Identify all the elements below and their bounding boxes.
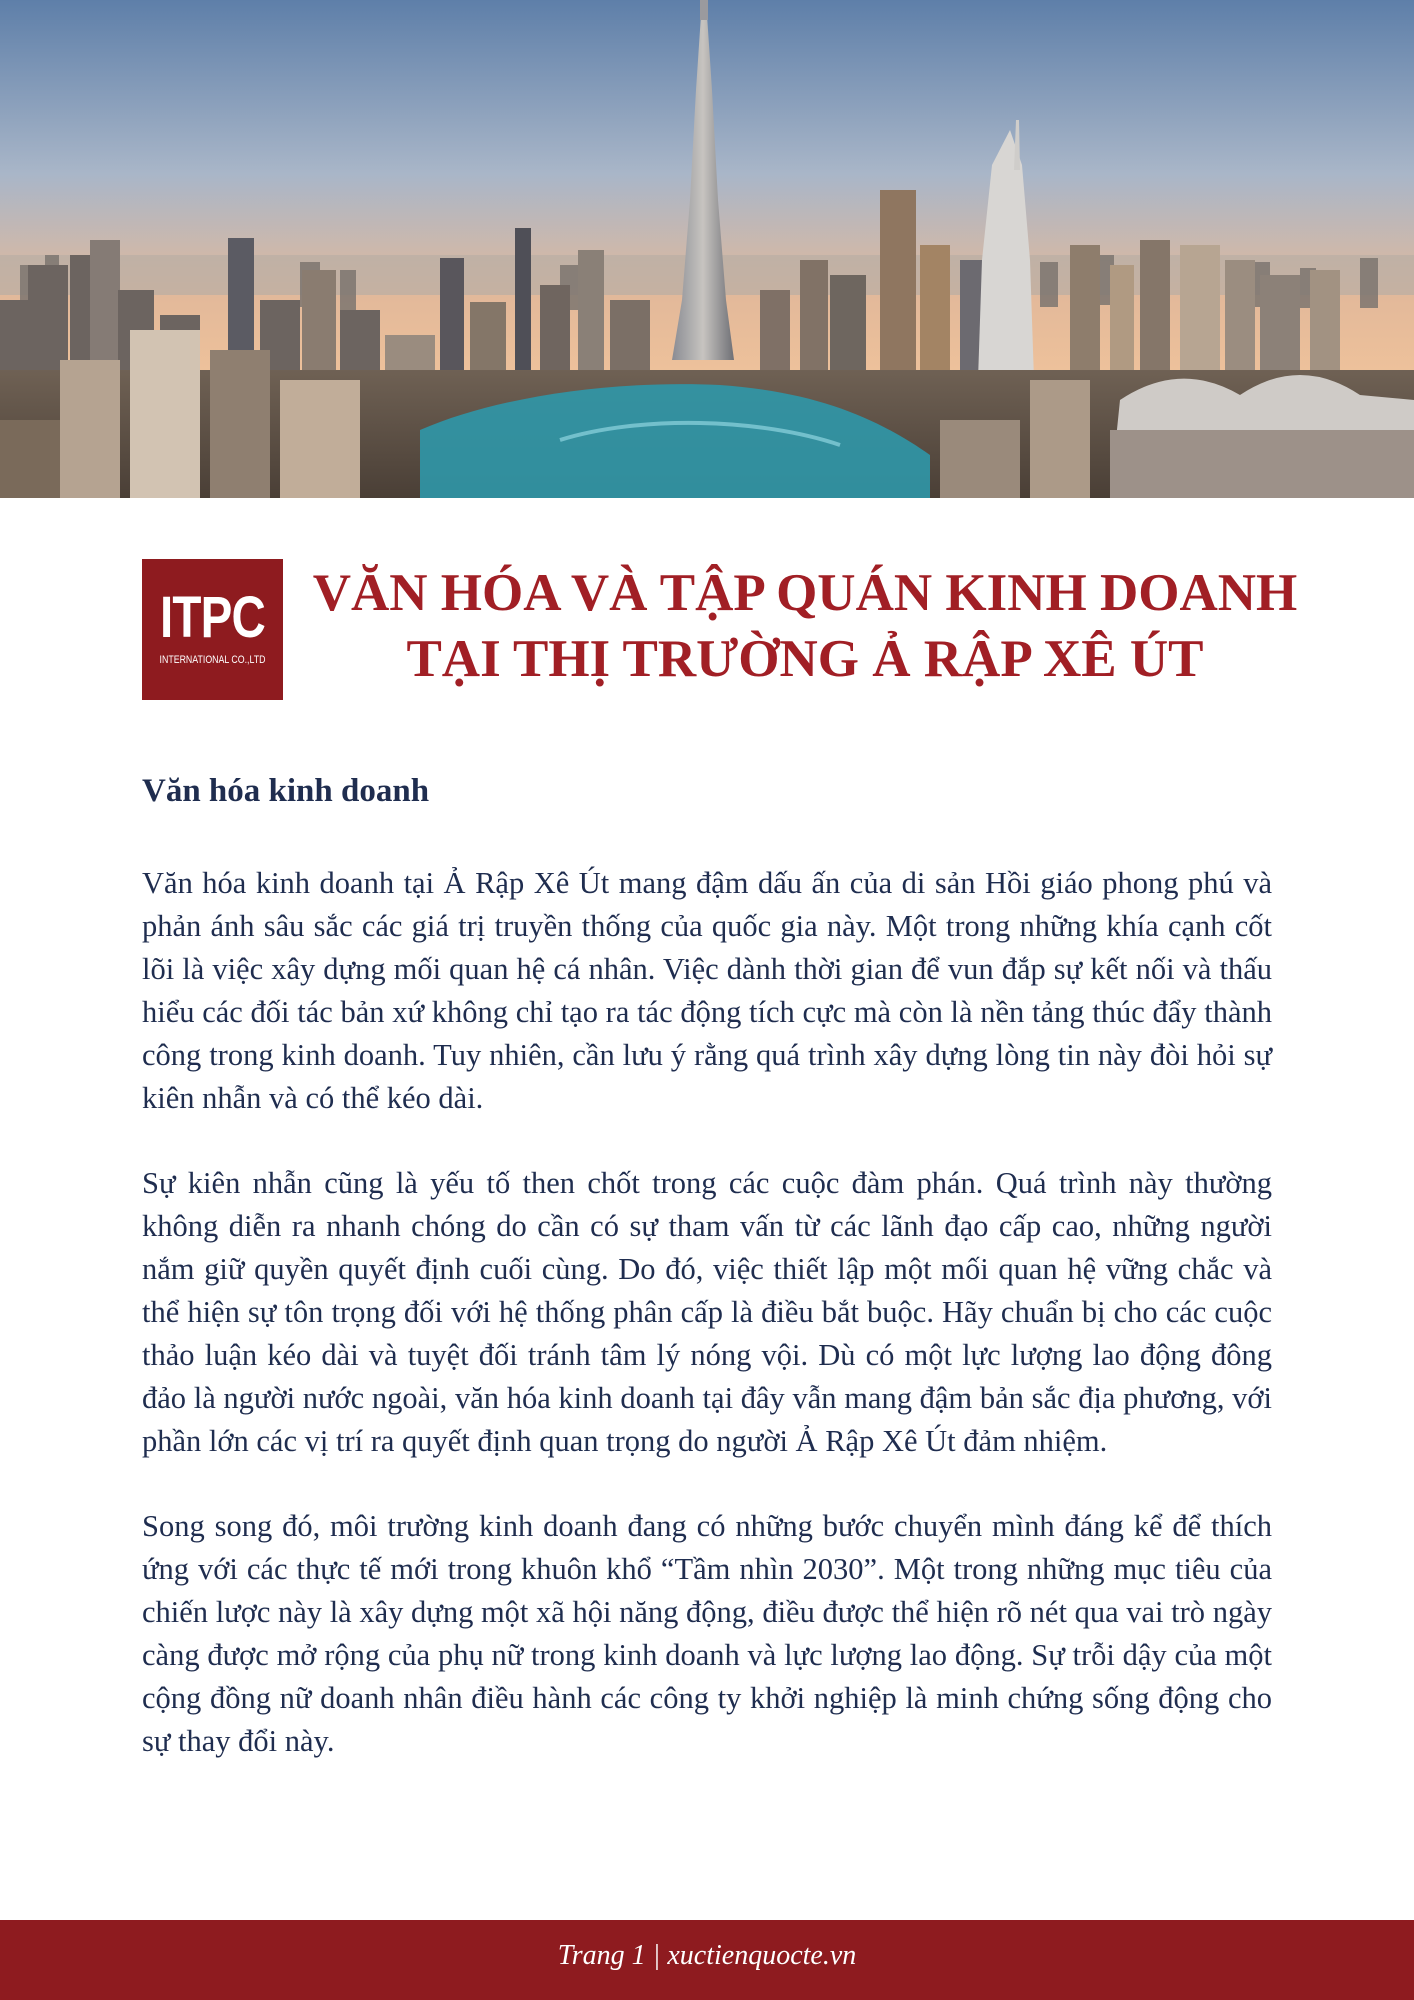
paragraph-1: Văn hóa kinh doanh tại Ả Rập Xê Út mang đậm dấu ấn của di sản Hồi giáo phong phú và phản ánh sâu sắc các giá trị truyền thống của quốc gia này. Một trong những khía cạnh cốt lõi là việc xây dựng mối quan hệ cá nhân. Việc dành thời gian để vun đắp sự kết nối và thấu hiểu các đối tác bản xứ không chỉ tạo ra tác động tích cực mà còn là nền tảng thúc đẩy thành công trong kinh doanh. Tuy nhiên, cần lưu ý rằng quá trình xây dựng lòng tin này đòi hỏi sự kiên nhẫn và có thể kéo dài. <box>142 866 1272 1115</box>
logo-mark-text: ITPC <box>159 585 266 650</box>
page-title-line-1: VĂN HÓA VÀ TẬP QUÁN KINH DOANH <box>312 564 1298 622</box>
paragraph-2: Sự kiên nhẫn cũng là yếu tố then chốt trong các cuộc đàm phán. Quá trình này thường không diễn ra nhanh chóng do cần có sự tham vấn từ các lãnh đạo cấp cao, những người nắm giữ quyền quyết định cuối cùng. Do đó, việc thiết lập một mối quan hệ vững chắc và thể hiện sự tôn trọng đối với hệ thống phân cấp là điều bắt buộc. Hãy chuẩn bị cho các cuộc thảo luận kéo dài và tuyệt đối tránh tâm lý nóng vội. Dù có một lực lượng lao động đông đảo là người nước ngoài, văn hóa kinh doanh tại đây vẫn mang đậm bản sắc địa phương, với phần lớn các vị trí ra quyết định quan trọng do người Ả Rập Xê Út đảm nhiệm. <box>142 1166 1272 1458</box>
footer-text: Trang 1 | xuctienquocte.vn <box>557 1940 857 1971</box>
page-footer <box>0 1920 1414 2000</box>
main-content <box>142 766 1272 1805</box>
paragraph-3: Song song đó, môi trường kinh doanh đang có những bước chuyển mình đáng kể để thích ứng với các thực tế mới trong khuôn khổ “Tầm nhìn 2030”. Một trong những mục tiêu của chiến lược này là xây dựng một xã hội năng động, điều được thể hiện rõ nét qua vai trò ngày càng được mở rộng của phụ nữ trong kinh doanh và lực lượng lao động. Sự trỗi dậy của một cộng đồng nữ doanh nhân điều hành các công ty khởi nghiệp là minh chứng sống động cho sự thay đổi này. <box>142 1509 1272 1758</box>
page-title-line-2: TẠI THỊ TRƯỜNG Ả RẬP XÊ ÚT <box>406 630 1204 688</box>
itpc-logo <box>142 559 283 700</box>
page-title <box>305 560 1305 692</box>
hero-cityscape-image <box>0 0 1414 498</box>
section-heading: Văn hóa kinh doanh <box>142 773 430 809</box>
logo-subtitle: INTERNATIONAL CO.,LTD <box>159 654 266 666</box>
